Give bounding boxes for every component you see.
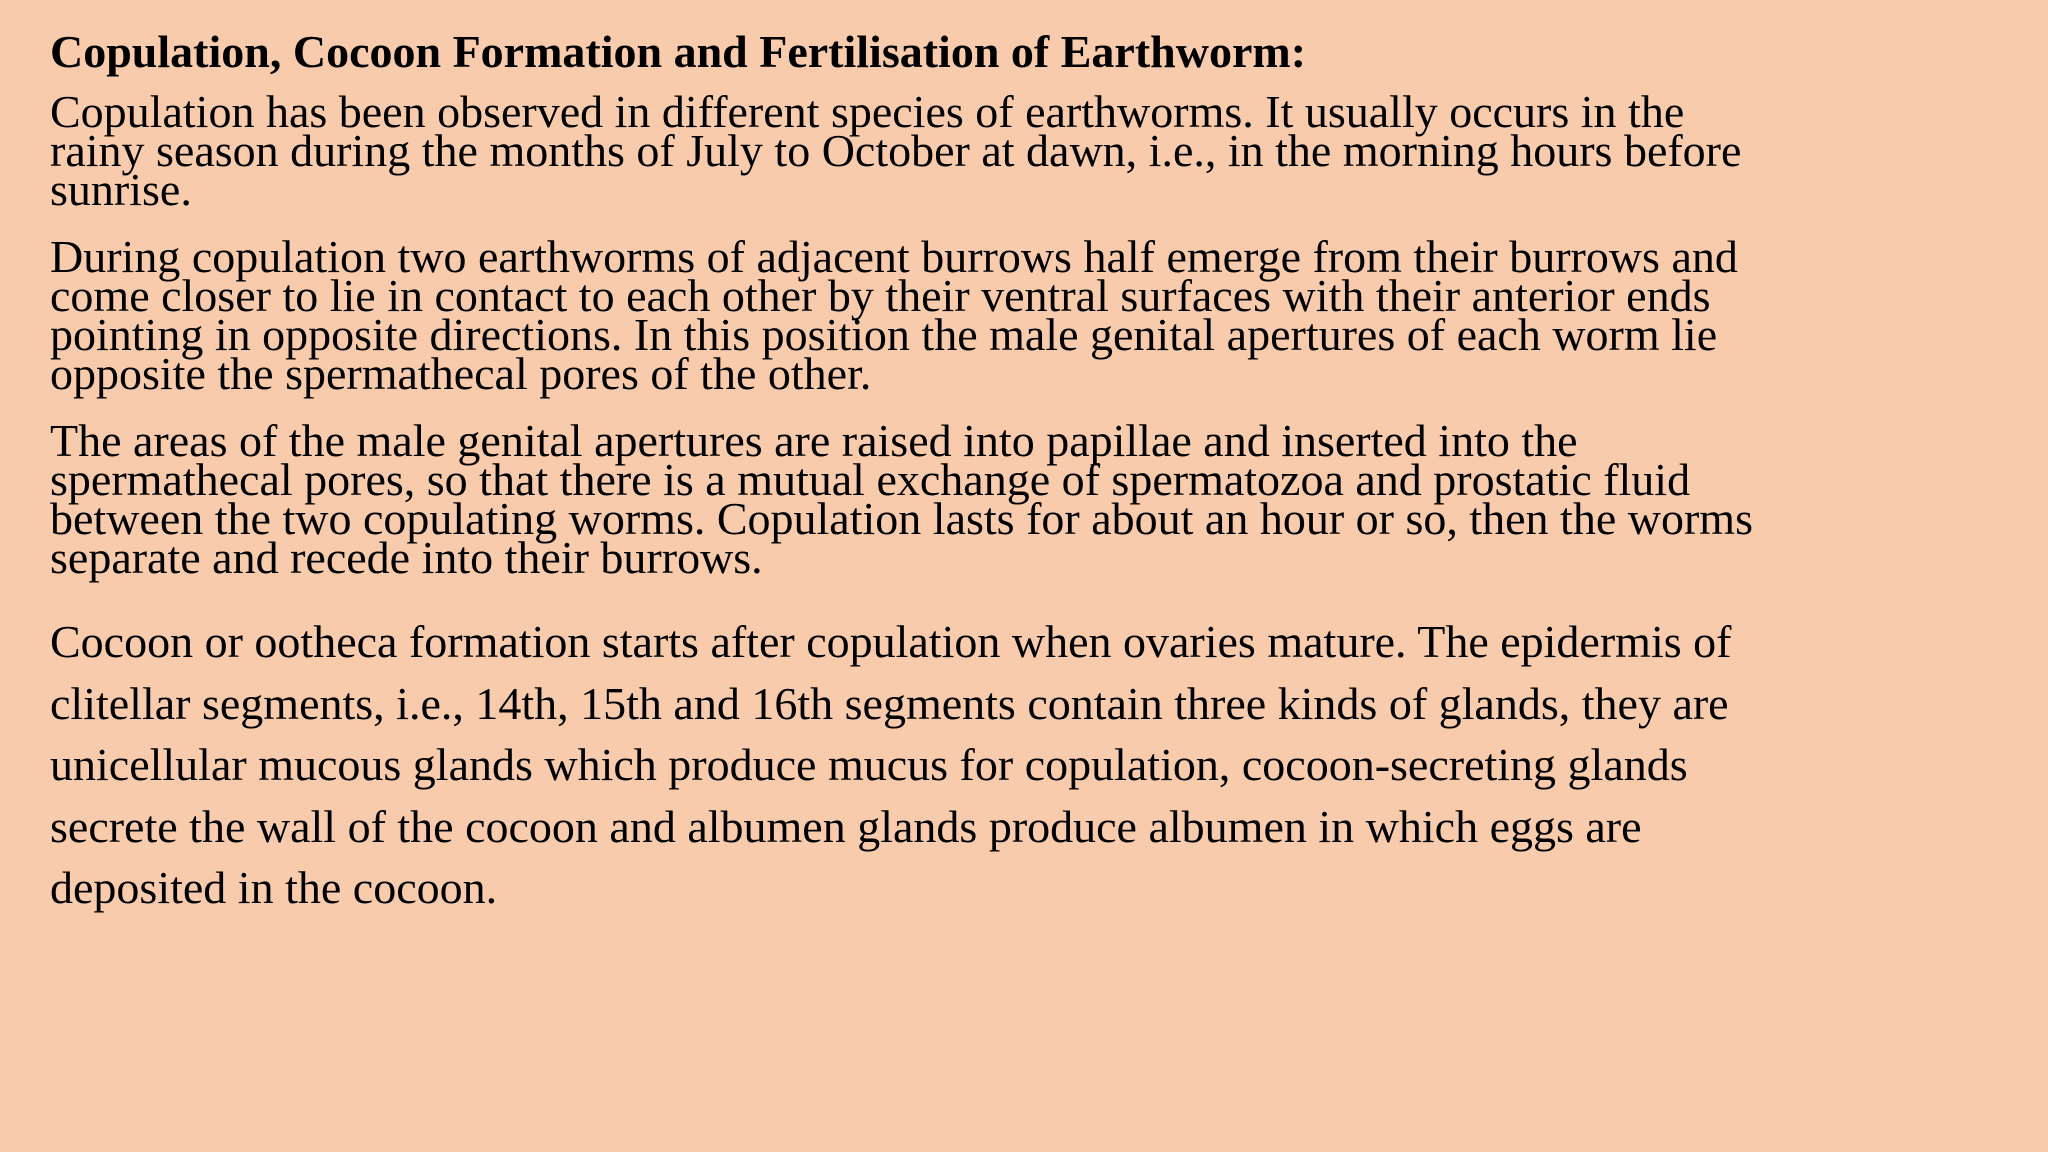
- paragraph-copulation-season: Copulation has been observed in different species of earthworms. It usually occurs in the rainy season during the months of July to October at dawn, i.e., in the morning hours before sunrise.: [50, 86, 1742, 215]
- paragraph-sperm-exchange: The areas of the male genital apertures are raised into papillae and inserted into the spermathecal pores, so that there is a mutual exchange of spermatozoa and prostatic fluid between the two copulating worms. Copulation lasts for about an hour or so, then the worms separate and recede into their burrows.: [50, 415, 1753, 583]
- slide-title: Copulation, Cocoon Formation and Fertilisation of Earthworm:: [50, 26, 1307, 77]
- paragraph-cocoon-formation: Cocoon or ootheca formation starts after copulation when ovaries mature. The epidermis of clitellar segments, i.e., 14th, 15th and 16th segments contain three kinds of glands, they are unicellular mucous glands which produce mucus for copulation, cocoon-secreting glands secrete the wall of the cocoon and albumen glands produce albumen in which eggs are deposited in the cocoon.: [50, 616, 1732, 913]
- paragraph-copulation-position: During copulation two earthworms of adjacent burrows half emerge from their burrows and come closer to lie in contact to each other by their ventral surfaces with their anterior ends pointing in opposite directions. In this position the male genital apertures of each worm lie opposite the spermathecal pores of the other.: [50, 231, 1738, 399]
